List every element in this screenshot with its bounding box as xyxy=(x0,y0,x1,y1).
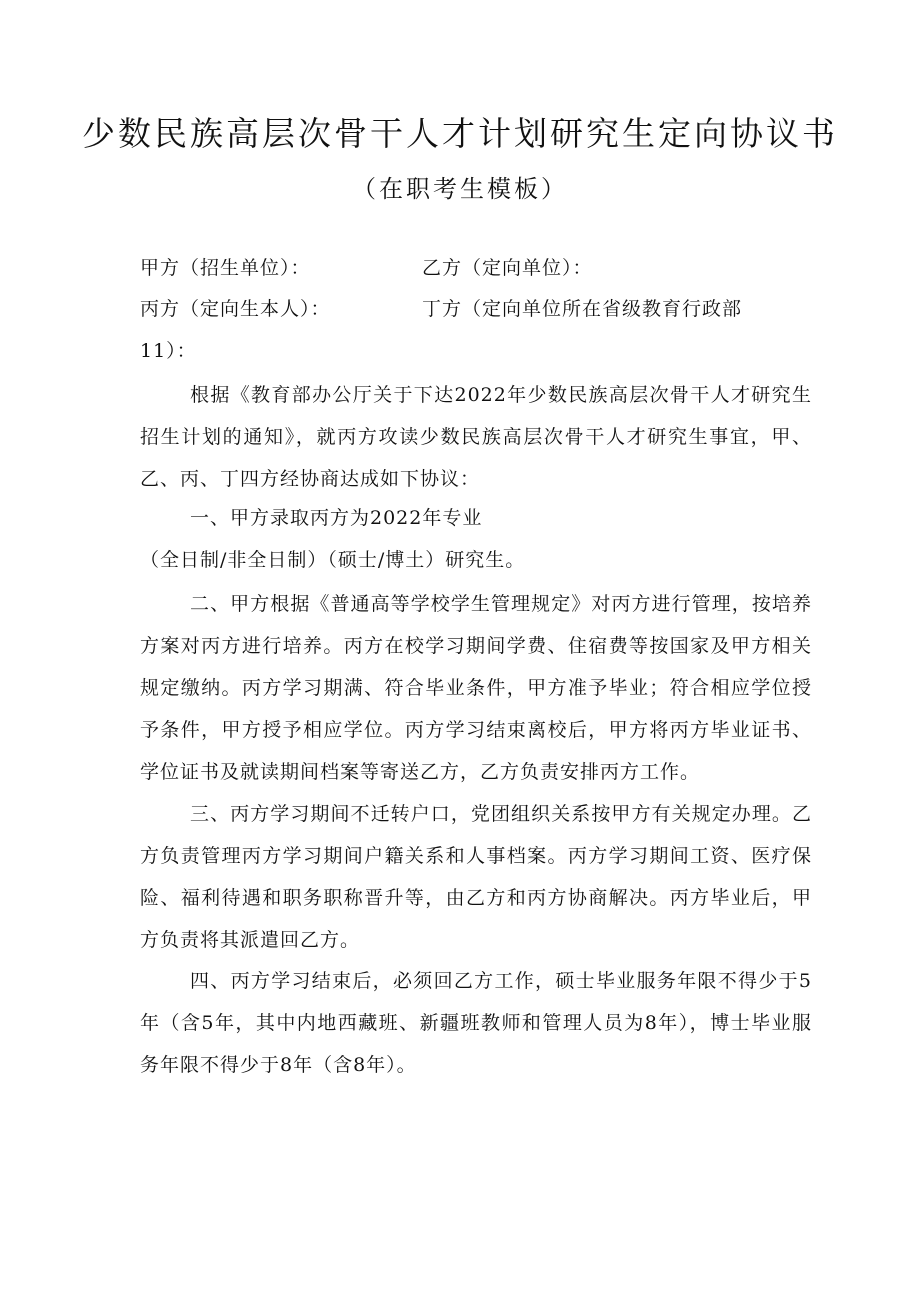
party-d-label-continued: 11）： xyxy=(140,340,197,362)
clause-4-paragraph: 四、丙方学习结束后，必须回乙方工作，硕士毕业服务年限不得少于5年（含5年，其中内地西藏班、新疆班教师和管理人员为8年），博士毕业服务年限不得少于8年（含8年）。 xyxy=(140,970,812,1076)
party-a-label: 甲方（招生单位）： xyxy=(140,257,311,279)
party-d-label: 丁方（定向单位所在省级教育行政部 xyxy=(422,298,743,320)
clause-1-line-2: （全日制/非全日制）（硕士/博土）研究生。 xyxy=(140,549,526,571)
clause-1-line-1: 一、甲方录取丙方为2022年专业 xyxy=(190,507,483,529)
party-b-label: 乙方（定向单位）： xyxy=(422,257,593,279)
party-c-label: 丙方（定向生本人）： xyxy=(140,298,331,320)
document-subtitle: （在职考生模板） xyxy=(352,175,568,203)
intro-paragraph: 根据《教育部办公厅关于下达2022年少数民族高层次骨干人才研究生招生计划的通知》，就丙方攻读少数民族高层次骨干人才研究生事宜，甲、乙、丙、丁四方经协商达成如下协议： xyxy=(140,384,812,490)
clause-2-paragraph: 二、甲方根据《普通高等学校学生管理规定》对丙方进行管理，按培养方案对丙方进行培养。丙方在校学习期间学费、住宿费等按国家及甲方相关规定缴纳。丙方学习期满、符合毕业条件，甲方准予毕业；符合相应学位授予条件，甲方授予相应学位。丙方学习结束离校后，甲方将丙方毕业证书、学位证书及就读期间档案等寄送乙方，乙方负责安排丙方工作。 xyxy=(140,593,812,783)
clause-3-paragraph: 三、丙方学习期间不迁转户口，党团组织关系按甲方有关规定办理。乙方负责管理丙方学习期间户籍关系和人事档案。丙方学习期间工资、医疗保险、福利待遇和职务职称晋升等，由乙方和丙方协商解决。丙方毕业后，甲方负责将其派遣回乙方。 xyxy=(140,803,812,951)
document-title: 少数民族高层次骨干人才计划研究生定向协议书 xyxy=(82,114,838,153)
